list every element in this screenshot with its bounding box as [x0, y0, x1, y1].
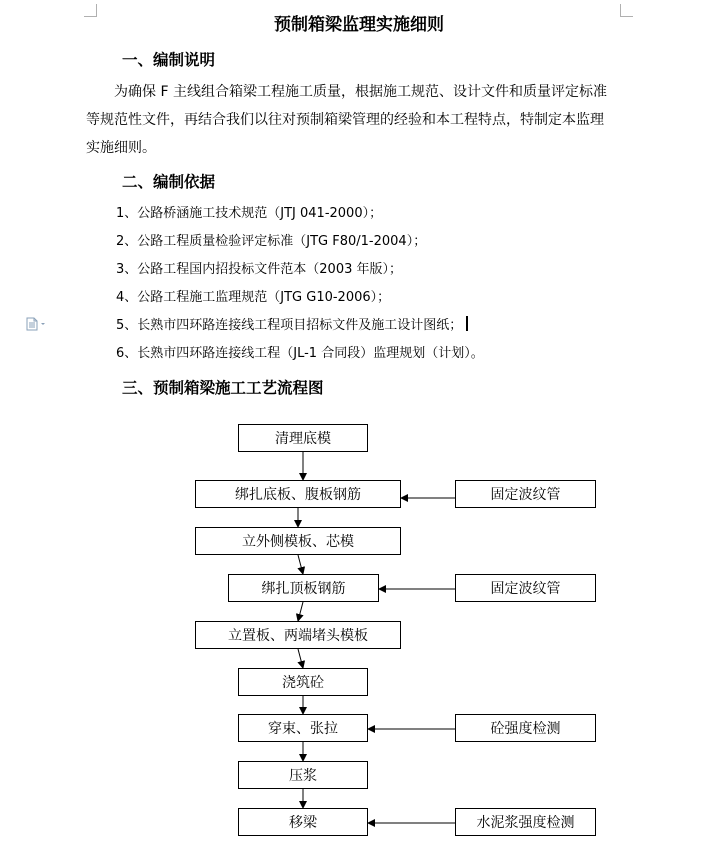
list-item: 4、公路工程施工监理规范（JTG G10-2006）； — [116, 290, 391, 305]
paragraph-line: 实施细则。 — [86, 140, 156, 156]
section-heading-2: 二、编制依据 — [122, 172, 216, 191]
list-item-text: 5、长熟市四环路连接线工程项目招标文件及施工设计图纸； — [116, 318, 463, 333]
flow-step-side-core-forms: 立外侧模板、芯模 — [195, 527, 401, 555]
flow-arrow — [298, 555, 303, 574]
list-item: 6、长熟市四环路连接线工程（JL-1 合同段）监理规划（计划）。 — [116, 346, 484, 361]
side-step-grout-strength-test: 水泥浆强度检测 — [455, 808, 596, 836]
flow-step-tensioning: 穿束、张拉 — [238, 714, 368, 742]
flow-step-top-rebar: 绑扎顶板钢筋 — [228, 574, 379, 602]
paragraph-line: 为确保 F 主线组合箱梁工程施工质量，根据施工规范、设计文件和质量评定标准 — [114, 84, 607, 100]
document-title: 预制箱梁监理实施细则 — [274, 15, 444, 35]
section-heading-3: 三、预制箱梁施工工艺流程图 — [122, 378, 324, 397]
flow-arrow — [298, 602, 303, 621]
flow-arrow — [298, 649, 303, 668]
list-item: 1、公路桥涵施工技术规范（JTJ 041-2000）； — [116, 206, 383, 221]
side-step-concrete-strength-test: 砼强度检测 — [455, 714, 596, 742]
flow-step-bottom-web-rebar: 绑扎底板、腹板钢筋 — [195, 480, 401, 508]
list-item: 3、公路工程国内招投标文件范本（2003 年版）； — [116, 262, 402, 277]
list-item: 2、公路工程质量检验评定标准（JTG F80/1-2004）； — [116, 234, 427, 249]
flow-step-move-beam: 移梁 — [238, 808, 368, 836]
flow-step-clean-bottom-form: 清理底模 — [238, 424, 368, 452]
flow-step-pour-concrete: 浇筑砼 — [238, 668, 368, 696]
side-step-fix-duct-2: 固定波纹管 — [455, 574, 596, 602]
paragraph-line: 等规范性文件，再结合我们以往对预制箱梁管理的经验和本工程特点，特制定本监理 — [86, 112, 604, 128]
flow-step-grouting: 压浆 — [238, 761, 368, 789]
flow-step-end-forms: 立置板、两端堵头模板 — [195, 621, 401, 649]
section-heading-1: 一、编制说明 — [122, 50, 216, 69]
side-step-fix-duct-1: 固定波纹管 — [455, 480, 596, 508]
